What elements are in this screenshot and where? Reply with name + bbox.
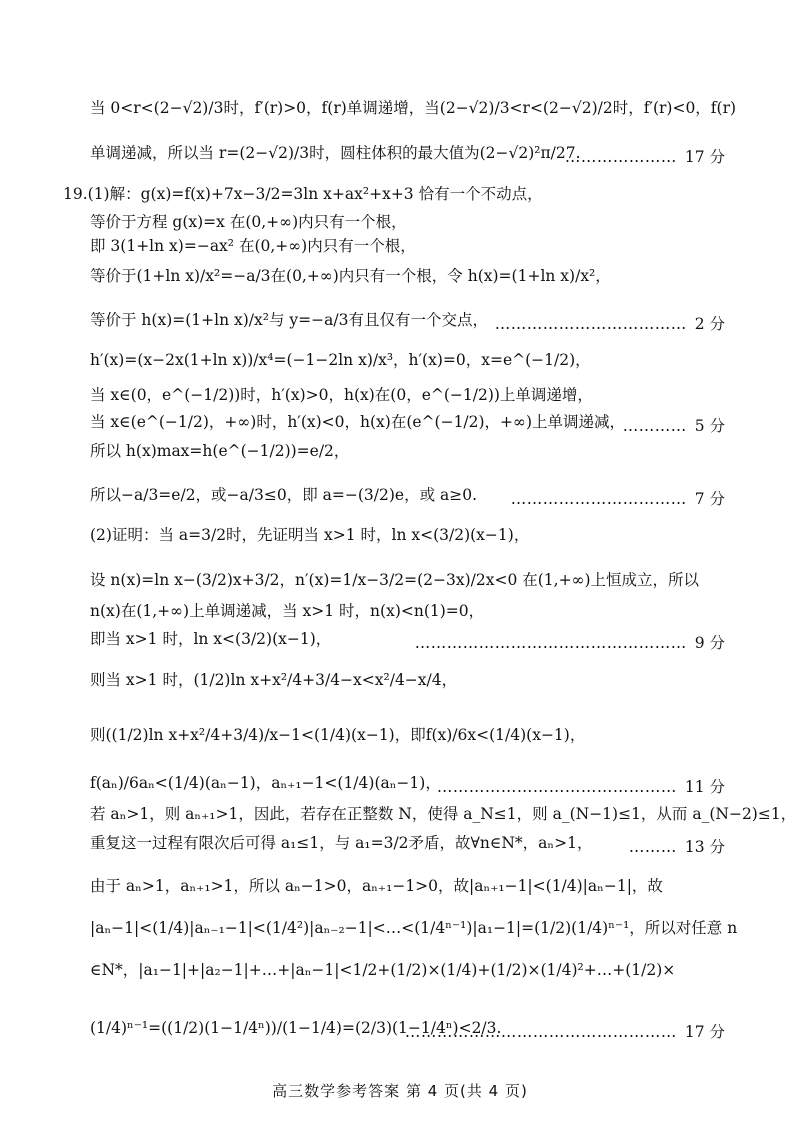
solution-line — [90, 238, 416, 255]
score-points: 13 分 — [684, 838, 725, 856]
score-points: 5 分 — [694, 417, 725, 435]
leader-dots: ……………………………………… — [436, 778, 677, 796]
solution-line — [90, 352, 591, 369]
score-marker — [437, 775, 725, 797]
solution-line — [90, 962, 675, 979]
line-text: 所以 h(x)max=h(e^(−1/2))=e/2， — [90, 442, 350, 460]
solution-line — [90, 312, 488, 329]
line-text: 若 aₙ>1，则 aₙ₊₁>1，因此，若存在正整数 N，使得 a_N≤1，则 a_(N−1)≤1，从而 a_(N−2)≤1， — [90, 805, 797, 823]
solution-line — [90, 835, 592, 852]
leader-dots: ………………… — [564, 148, 677, 166]
line-text: 即 3(1+ln x)=−ax² 在(0,+∞)内只有一个根， — [90, 237, 416, 255]
line-text: f(aₙ)/6aₙ<(1/4)(aₙ−1)，aₙ₊₁−1<(1/4)(aₙ−1)， — [90, 774, 441, 792]
leader-dots: ……………………………… — [494, 315, 687, 333]
line-text: 重复这一过程有限次后可得 a₁≤1，与 a₁=3/2矛盾，故∀n∈N*，aₙ>1， — [90, 834, 593, 852]
leader-dots: ………… — [622, 417, 687, 435]
line-text: (1/4)ⁿ⁻¹=((1/2)(1−1/4ⁿ))/(1−1/4)=(2/3)(1−1/4ⁿ)<2/3. — [90, 1019, 502, 1037]
line-text: 所以−a/3=e/2，或−a/3≤0，即 a=−(3/2)e，或 a≥0. — [90, 486, 478, 504]
line-text: 当 x∈(e^(−1/2)，+∞)时，h′(x)<0，h(x)在(e^(−1/2)，+∞)上单调递减， — [90, 413, 626, 431]
line-text: 则((1/2)ln x+x²/4+3/4)/x−1<(1/4)(x−1)，即f(x)/6x<(1/4)(x−1)， — [90, 726, 586, 744]
score-marker — [405, 1020, 725, 1042]
solution-line — [90, 414, 625, 431]
score-marker — [511, 487, 725, 509]
line-text: (2)证明：当 a=3/2时，先证明当 x>1 时，ln x<(3/2)(x−1)， — [90, 526, 530, 544]
score-points: 11 分 — [684, 778, 725, 796]
solution-line — [90, 727, 585, 744]
solution-line — [63, 186, 543, 203]
solution-line — [90, 920, 737, 937]
line-text: 单调递减，所以当 r=(2−√2)/3时，圆柱体积的最大值为(2−√2)²π/27. — [90, 144, 581, 162]
line-text: 则当 x>1 时，(1/2)ln x+x²/4+3/4−x<x²/4−x/4， — [90, 671, 458, 689]
solution-line — [90, 631, 331, 648]
score-points: 17 分 — [684, 148, 725, 166]
solution-line — [90, 145, 581, 162]
leader-dots: …………………………………………… — [414, 634, 687, 652]
line-text: h′(x)=(x−2x(1+ln x))/x⁴=(−1−2ln x)/x³，h′(x)=0，x=e^(−1/2)， — [90, 351, 591, 369]
line-text: 即当 x>1 时，ln x<(3/2)(x−1)， — [90, 630, 332, 648]
line-text: 等价于方程 g(x)=x 在(0,+∞)内只有一个根， — [90, 213, 407, 231]
solution-line — [90, 443, 349, 460]
line-text: n(x)在(1,+∞)上单调递减，当 x>1 时，n(x)<n(1)=0， — [90, 602, 485, 620]
solution-line — [90, 603, 484, 620]
leader-dots: …………………………………………… — [404, 1023, 677, 1041]
solution-line — [90, 806, 796, 823]
solution-line — [90, 527, 529, 544]
solution-line — [90, 878, 663, 895]
score-points: 9 分 — [694, 634, 725, 652]
score-marker — [629, 835, 725, 857]
score-marker — [565, 145, 725, 167]
leader-dots: ……… — [628, 838, 677, 856]
solution-line — [90, 387, 593, 404]
line-text: 当 0<r<(2−√2)/3时，f′(r)>0，f(r)单调递增，当(2−√2)/3<r<(2−√2)/2时，f′(r)<0，f(r) — [90, 99, 737, 117]
score-points: 7 分 — [694, 490, 725, 508]
score-marker — [415, 631, 725, 653]
line-text: 等价于 h(x)=(1+ln x)/x²与 y=−a/3有且仅有一个交点， — [90, 311, 488, 329]
solution-line — [90, 572, 699, 589]
line-text: ∈N*，|a₁−1|+|a₂−1|+…+|aₙ−1|<1/2+(1/2)×(1/4)+(1/2)×(1/4)²+…+(1/2)× — [90, 961, 676, 979]
leader-dots: …………………………… — [510, 490, 687, 508]
line-text: 由于 aₙ>1，aₙ₊₁>1，所以 aₙ−1>0，aₙ₊₁−1>0，故|aₙ₊₁−1|<(1/4)|aₙ−1|，故 — [90, 877, 663, 895]
page-footer: 高三数学参考答案 第 4 页(共 4 页) — [272, 1082, 528, 1100]
line-text: 设 n(x)=ln x−(3/2)x+3/2，n′(x)=1/x−3/2=(2−3x)/2x<0 在(1,+∞)上恒成立，所以 — [90, 571, 700, 589]
score-marker — [623, 414, 725, 436]
solution-line — [90, 268, 611, 285]
line-text: 当 x∈(0，e^(−1/2))时，h′(x)>0，h(x)在(0，e^(−1/2))上单调递增， — [90, 386, 593, 404]
score-points: 2 分 — [694, 315, 725, 333]
score-marker — [495, 312, 725, 334]
solution-line — [90, 672, 457, 689]
solution-line — [90, 775, 441, 792]
solution-line — [90, 214, 407, 231]
solution-line — [90, 100, 736, 117]
line-text: 等价于(1+ln x)/x²=−a/3在(0,+∞)内只有一个根，令 h(x)=(1+ln x)/x²， — [90, 267, 611, 285]
line-text: 19.(1)解：g(x)=f(x)+7x−3/2=3ln x+ax²+x+3 恰有一个不动点， — [63, 185, 543, 203]
line-text: |aₙ−1|<(1/4)|aₙ₋₁−1|<(1/4²)|aₙ₋₂−1|<…<(1/4ⁿ⁻¹)|a₁−1|=(1/2)(1/4)ⁿ⁻¹，所以对任意 n — [90, 919, 738, 937]
solution-line — [90, 487, 477, 504]
score-points: 17 分 — [684, 1023, 725, 1041]
